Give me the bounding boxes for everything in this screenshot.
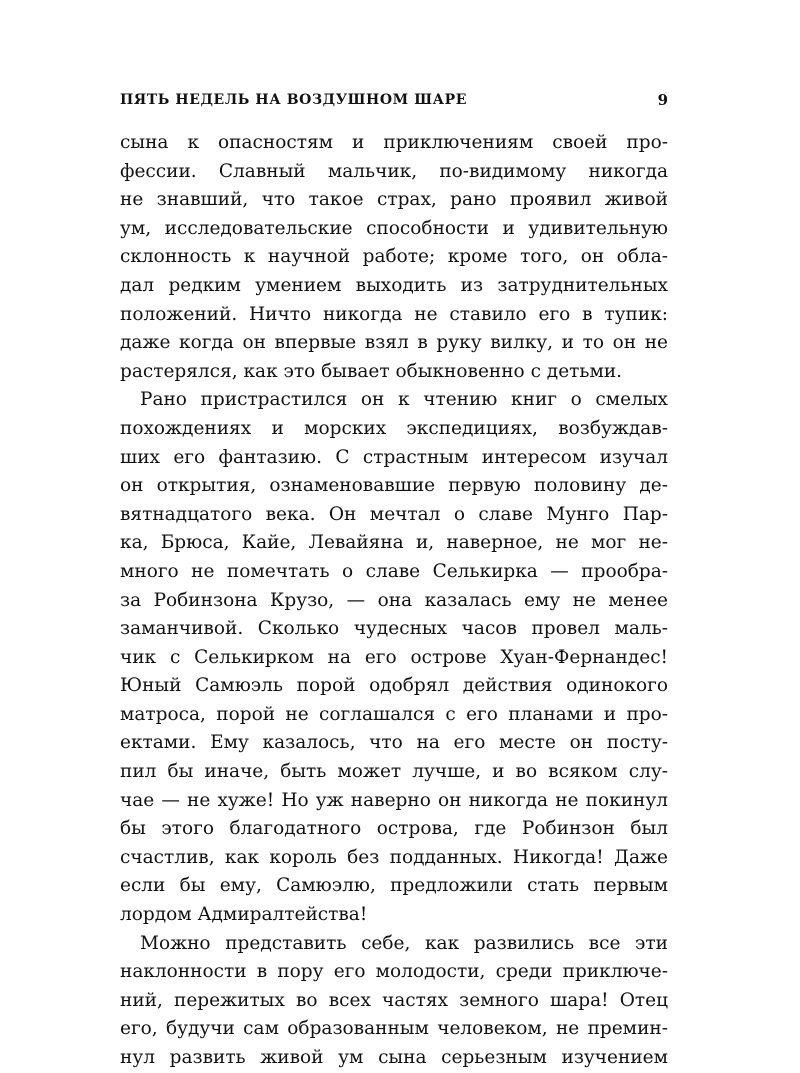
text-line: много не помечтать о славе Селькирка — прообра- (120, 560, 668, 582)
text-line: ших его фантазию. С страстным интересом изучал (120, 446, 668, 468)
text-line: заманчивой. Сколько чудесных часов провел маль- (120, 618, 668, 640)
text-line: лордом Адмиралтейства! (120, 904, 368, 926)
text-line: фессии. Славный мальчик, по-видимому никогда (120, 160, 668, 182)
text-line: пил бы иначе, быть может лучше, и во всяком слу- (120, 761, 668, 783)
text-line: растерялся, как это бывает обыкновенно с детьми. (120, 360, 623, 382)
text-line: счастлив, как король без подданных. Никогда! Даже (120, 846, 668, 868)
paragraph-first-line: Можно представить себе, как развились все эти (140, 932, 668, 954)
body-text (120, 129, 668, 1073)
text-line: бы этого благодатного острова, где Робинзон был (120, 818, 668, 840)
text-line: ум, исследовательские способности и удивительную (120, 217, 668, 239)
text-line: похождениях и морских экспедициях, возбуждав- (120, 417, 668, 439)
running-header (120, 88, 668, 112)
text-line: его, будучи сам образованным человеком, не премин- (120, 1018, 668, 1040)
text-line: Юный Самюэль порой одобрял действия одинокого (120, 675, 668, 697)
text-line: если бы ему, Самюэлю, предложили стать первым (120, 875, 668, 897)
text-line: склонность к научной работе; кроме того, он обла- (120, 246, 668, 268)
text-line: чае — не хуже! Но уж наверно он никогда не покинул (120, 789, 668, 811)
text-line: даже когда он впервые взял в руку вилку, и то он не (120, 332, 668, 354)
text-line: ний, пережитых во всех частях земного шара! Отец (120, 989, 668, 1011)
text-line: дал редким умением выходить из затруднительных (120, 274, 668, 296)
paragraph-first-line: Рано пристрастился он к чтению книг о смелых (140, 389, 668, 411)
page-number: 9 (657, 91, 668, 109)
text-line: наклонности в пору его молодости, среди приключе- (120, 961, 668, 983)
text-line: чик с Селькирком на его острове Хуан-Фернандес! (120, 646, 668, 668)
text-line: сына к опасностям и приключениям своей про- (120, 132, 668, 153)
text-line: не знавший, что такое страх, рано проявил живой (120, 189, 668, 211)
text-line: матроса, порой не соглашался с его планами и про- (120, 703, 668, 725)
text-line: положений. Ничто никогда не ставило его в тупик: (120, 303, 668, 325)
text-line: за Робинзона Крузо, — она казалась ему не менее (120, 589, 668, 611)
text-line: вятнадцатого века. Он мечтал о славе Мунго Пар- (120, 503, 668, 525)
text-line: ка, Брюса, Кайе, Левайяна и, наверное, не мог не- (120, 532, 668, 554)
text-line: ектами. Ему казалось, что на его месте он посту- (120, 732, 668, 754)
running-title: ПЯТЬ НЕДЕЛЬ НА ВОЗДУШНОМ ШАРЕ (120, 92, 467, 108)
text-line: он открытия, ознаменовавшие первую половину де- (120, 475, 668, 497)
text-line: нул развить живой ум сына серьезным изучением (120, 1047, 668, 1068)
